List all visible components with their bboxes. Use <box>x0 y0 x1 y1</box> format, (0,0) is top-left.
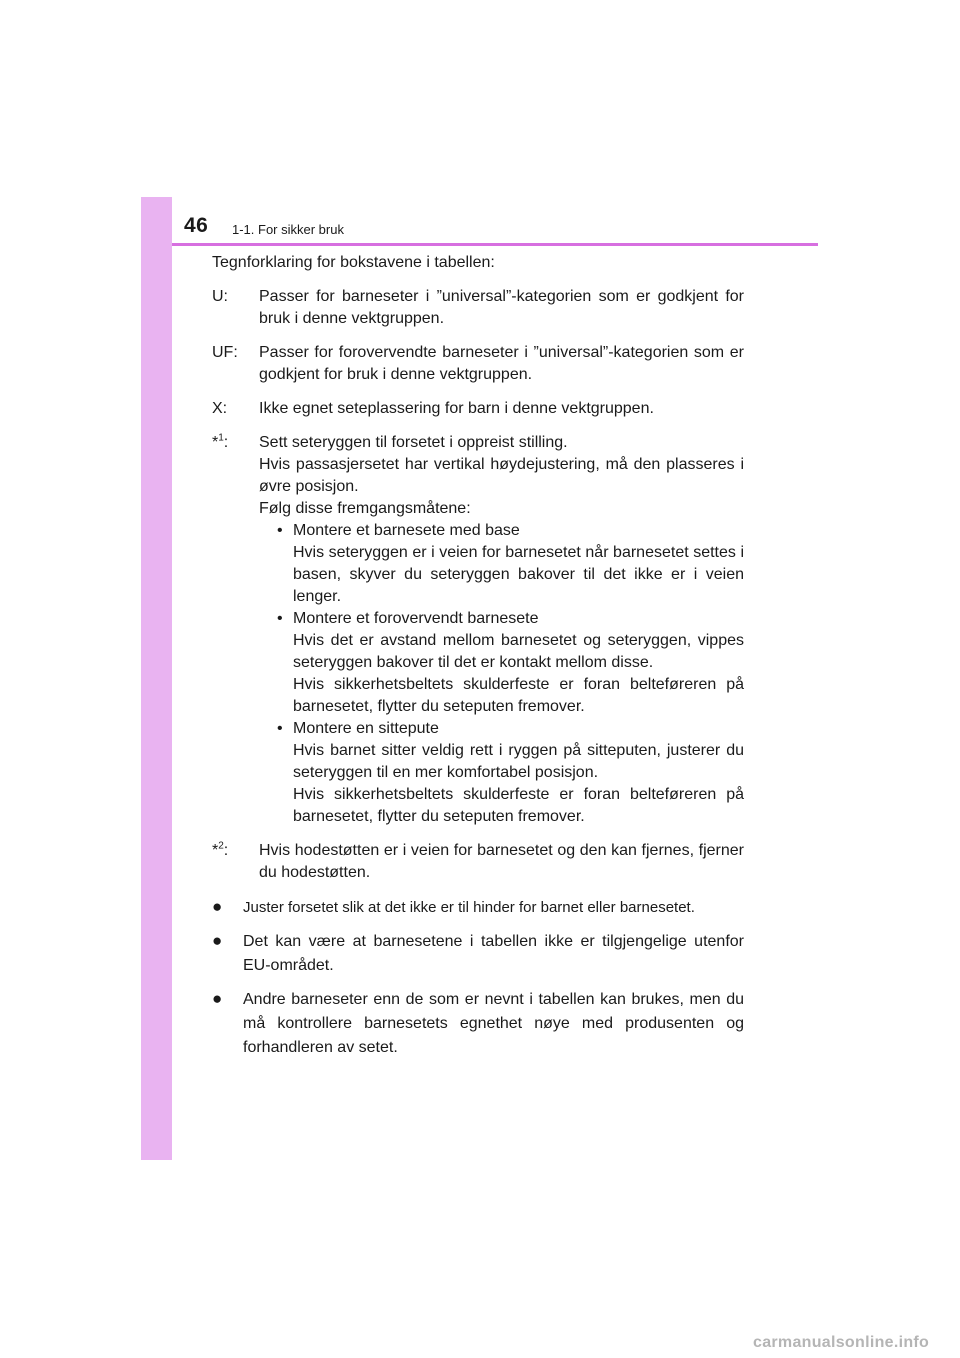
footnote-marker: *$^1$: <box>212 432 229 451</box>
procedure-text: Hvis barnet sitter veldig rett i ryggen på sitteputen, justerer du seteryggen til en mer komfortabel posisjon. <box>293 742 744 781</box>
intro-text: Tegnforklaring for bokstavene i tabellen: <box>212 254 495 271</box>
bullet-icon: • <box>277 720 283 737</box>
bullet-icon: • <box>277 522 283 539</box>
footnote-2 <box>212 840 744 884</box>
page-number: 46 <box>184 214 209 237</box>
procedure-title: Montere en sittepute <box>293 720 439 737</box>
procedure-text: Hvis sikkerhetsbeltets skulderfeste er foran belteføreren på barnesetet, flytter du seteputen fremover. <box>293 676 744 715</box>
section-title: 1-1. For sikker bruk <box>232 222 344 237</box>
legend-term: X: <box>212 400 228 417</box>
note-point-text: Andre barneseter enn de som er nevnt i tabellen kan brukes, men du må kontrollere barnesetets egnethet nøye med produsenten og forhandleren av setet. <box>243 991 744 1056</box>
note-point <box>212 896 744 920</box>
legend-text: Passer for barneseter i ”universal”-kategorien som er godkjent for bruk i denne vektgruppen. <box>259 288 744 327</box>
legend-text: Ikke egnet seteplassering for barn i denne vektgruppen. <box>259 400 654 417</box>
note-point-text: Det kan være at barnesetene i tabellen ikke er tilgjengelige utenfor EU-området. <box>243 933 744 974</box>
procedure-title: Montere et forovervendt barnesete <box>293 610 539 627</box>
footnote-line: Sett seteryggen til forsetet i oppreist stilling. <box>259 434 568 451</box>
footnote-1 <box>212 432 744 828</box>
note-point <box>212 988 744 1060</box>
section-side-tab <box>141 197 172 1160</box>
bullet-icon: • <box>277 610 283 627</box>
footnote-1-body <box>259 432 744 828</box>
legend-term: U: <box>212 288 228 305</box>
note-point-text: Juster forsetet slik at det ikke er til hinder for barnet eller barnesetet. <box>243 899 695 916</box>
footnote-marker: *$^2$: <box>212 840 229 859</box>
footnote-line: Følg disse fremgangsmåtene: <box>259 500 471 517</box>
legend-item-uf <box>212 342 744 386</box>
legend-text: Passer for forovervendte barneseter i ”universal”-kategorien som er godkjent for bruk i denne vektgruppen. <box>259 344 744 383</box>
procedure-item <box>277 608 744 718</box>
site-watermark: carmanualsonline.info <box>753 1334 930 1351</box>
circle-bullet-icon: ● <box>212 897 223 916</box>
circle-bullet-icon: ● <box>212 989 223 1008</box>
note-point <box>212 930 744 978</box>
legend-item-u <box>212 286 744 330</box>
page-body <box>212 252 744 1070</box>
procedure-title: Montere et barnesete med base <box>293 522 520 539</box>
procedure-item <box>277 520 744 608</box>
legend-item-x <box>212 398 744 420</box>
legend-term: UF: <box>212 344 238 361</box>
procedure-text: Hvis sikkerhetsbeltets skulderfeste er foran belteføreren på barnesetet, flytter du seteputen fremover. <box>293 786 744 825</box>
procedure-text: Hvis det er avstand mellom barnesetet og seteryggen, vippes seteryggen bakover til det er kontakt mellom disse. <box>293 632 744 671</box>
header-divider <box>172 243 818 246</box>
procedure-item <box>277 718 744 828</box>
footnote-line: Hvis passasjersetet har vertikal høydejustering, må den plasseres i øvre posisjon. <box>259 456 744 495</box>
circle-bullet-icon: ● <box>212 931 223 950</box>
footnote-2-text: Hvis hodestøtten er i veien for barnesetet og den kan fjernes, fjerner du hodestøtten. <box>259 842 744 881</box>
procedure-text: Hvis seteryggen er i veien for barnesetet når barnesetet settes i basen, skyver du seteryggen bakover til det ikke er i veien lenger. <box>293 544 744 605</box>
